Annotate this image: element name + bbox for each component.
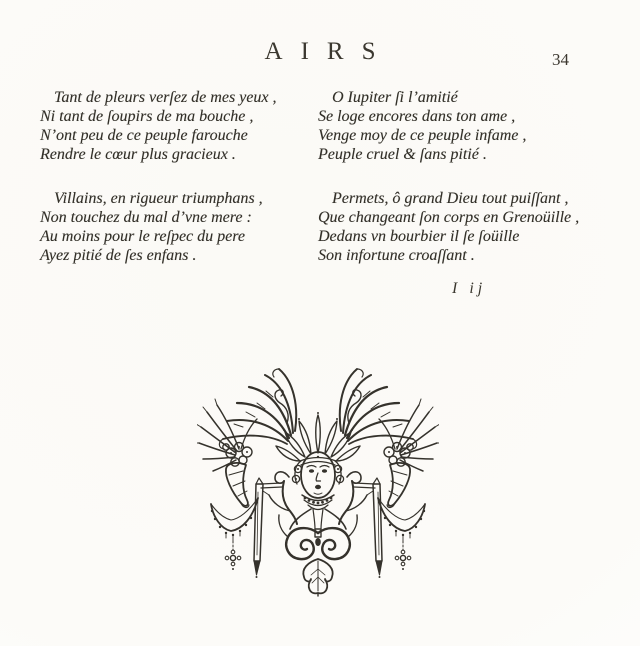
verse-line: N’ont peu de ce peuple farouche xyxy=(40,127,248,144)
verse-line: Se loge encores dans ton ame , xyxy=(318,108,516,125)
running-title: AIRS xyxy=(264,38,394,65)
stanza-right-2 xyxy=(318,189,579,265)
verse-line: O Iupiter ſi l’amitié xyxy=(332,89,458,106)
verse-line: Peuple cruel & ſans pitié . xyxy=(318,146,487,163)
verse-line: Son infortune croaſſant . xyxy=(318,247,475,264)
stanza-left-1 xyxy=(40,88,276,164)
stanza-right-1 xyxy=(318,88,526,164)
signature-mark: I ij xyxy=(452,280,487,297)
verse-line: Ni tant de ſoupirs de ma bouche , xyxy=(40,108,254,125)
verse-line: Non touchez du mal d’vne mere : xyxy=(40,209,252,226)
verse-line: Ayez pitié de ſes enfans . xyxy=(40,247,197,264)
page-number: 34 xyxy=(552,50,569,69)
verse-line: Villains, en rigueur triumphans , xyxy=(54,190,263,207)
woodcut-ornament-icon xyxy=(197,357,439,599)
verse-line: Au moins pour le reſpec du pere xyxy=(40,228,245,245)
verse-line: Dedans vn bourbier il ſe ſoüille xyxy=(318,228,520,245)
verse-line: Que changeant ſon corps en Grenoüille , xyxy=(318,209,580,226)
verse-line: Permets, ô grand Dieu tout puiſſant , xyxy=(332,190,569,207)
verse-line: Rendre le cœur plus gracieux . xyxy=(40,146,236,163)
verse-line: Tant de pleurs verſez de mes yeux , xyxy=(54,89,277,106)
stanza-left-2 xyxy=(40,189,263,265)
verse-line: Venge moy de ce peuple infame , xyxy=(318,127,527,144)
